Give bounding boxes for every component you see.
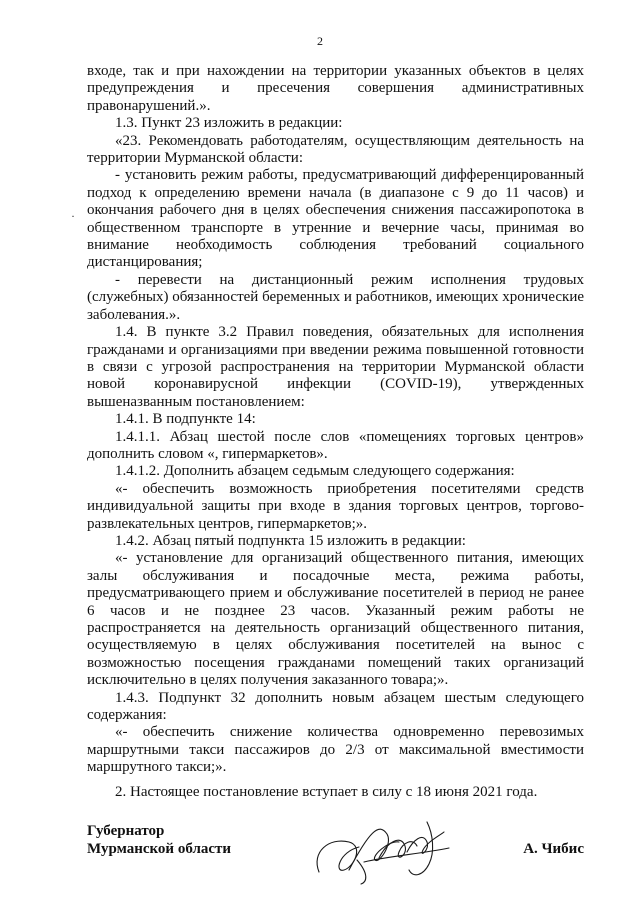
paragraph-quote-23: «23. Рекомендовать работодателям, осуществляющим деятельность на территории Мурманской области: [87,132,584,167]
signatory-title-line2: Мурманской области [87,841,232,857]
signatory-title [87,822,231,858]
signature-block [87,822,584,892]
paragraph-1-4-1-1: 1.4.1.1. Абзац шестой после слов «помещениях торговых центров» дополнить словом «, гипермаркетов». [87,428,584,462]
page-number: 2 [317,34,323,48]
paragraph-effective-date: 2. Настоящее постановление вступает в силу с 18 июня 2021 года. [115,783,538,800]
paragraph-1-4-2: 1.4.2. Абзац пятый подпункта 15 изложить в редакции: [115,532,466,549]
paragraph-1-4: 1.4. В пункте 3.2 Правил поведения, обязательных для исполнения гражданами и организациями при введении режима повышенной готовности в связи с угрозой распространения на территории Мурманской области новой коронавирусной инфекции (COVID-19), утвержденных вышеназванным постановлением: [87,324,584,410]
paragraph-1-4-1-2: 1.4.1.2. Дополнить абзацем седьмым следующего содержания: [115,463,515,480]
signatory-title-line1: Губернатор [87,823,165,839]
signatory-name: А. Чибис [523,841,584,857]
handwritten-signature [309,812,459,887]
paragraph-catering: «- установление для организаций общественного питания, имеющих залы обслуживания и посадочные места, режима работы, предусматривающего прием и обслуживание посетителей в период не ранее 6 часов и не позднее 23 часов. Указанный режим работы не распространяется на деятельность организаций общественного питания, осуществляемую в целях обслуживания посетителей на вынос с возможностью посещения гражданами помещений таких организаций исключительно в целях получения заказанного товара;». [87,550,584,689]
paragraph-continuation: входе, так и при нахождении на территории указанных объектов в целях предупреждения и пресечения совершения административных правонарушений.». [87,63,584,114]
paragraph-1-4-1: 1.4.1. В подпункте 14: [115,411,256,428]
paragraph-work-mode: - установить режим работы, предусматривающий дифференцированный подход к определению времени начала (в диапазоне с 9 до 11 часов) и окончания рабочего дня в целях обеспечения снижения пассажиропотока в общественном транспорте в утренние и вечерние часы, принимая во внимание необходимость соблюдения требований социального дистанцирования; [87,167,584,271]
paragraph-remote-work: - перевести на дистанционный режим исполнения трудовых (служебных) обязанностей беременных и работников, имеющих хронические заболевания.». [87,271,584,323]
document-body [87,63,584,801]
stray-mark: · [71,209,75,223]
paragraph-protection-means: «- обеспечить возможность приобретения посетителями средств индивидуальной защиты при входе в здания торговых центров, торгово-развлекательных центров, гипермаркетов;». [87,480,584,532]
paragraph-1-3: 1.3. Пункт 23 изложить в редакции: [115,115,343,132]
paragraph-1-4-3: 1.4.3. Подпункт 32 дополнить новым абзацем шестым следующего содержания: [87,689,584,724]
paragraph-taxi: «- обеспечить снижение количества одновременно перевозимых маршрутными такси пассажиров до 2/3 от максимальной вместимости маршрутного такси;». [87,724,584,776]
